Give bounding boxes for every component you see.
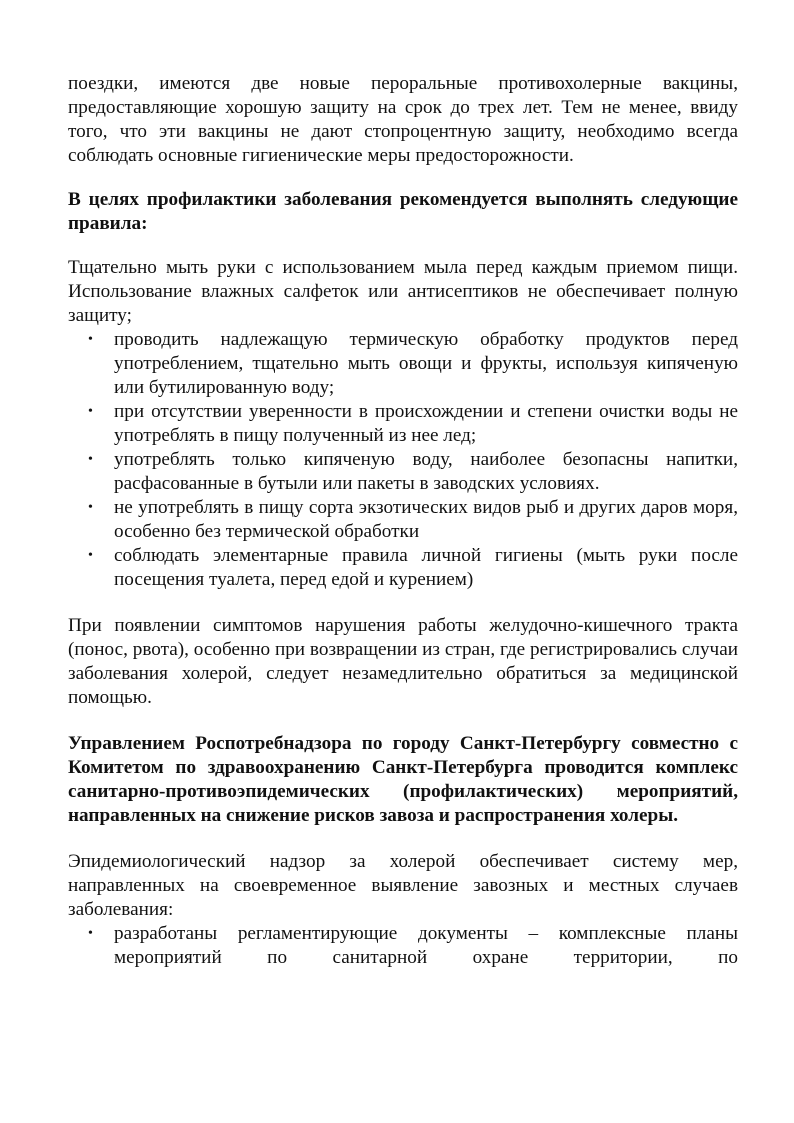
prevention-rules-list xyxy=(68,328,738,592)
list-item xyxy=(68,544,738,592)
list-item-text: соблюдать элементарные правила личной гигиены (мыть руки после посещения туалета, перед едой и курением) xyxy=(114,545,738,590)
list-item-text: не употреблять в пищу сорта экзотических видов рыб и других даров моря, особенно без термической обработки xyxy=(114,497,738,542)
list-item-text: употреблять только кипяченую воду, наиболее безопасны напитки, расфасованные в бутыли или пакеты в заводских условиях. xyxy=(114,449,738,494)
list-item-text: проводить надлежащую термическую обработку продуктов перед употреблением, тщательно мыть овощи и фрукты, используя кипяченую или бутилированную воду; xyxy=(114,329,738,398)
bullet-icon: • xyxy=(88,404,93,419)
list-item xyxy=(68,922,738,970)
heading-rospotrebnadzor-measures: Управлением Роспотребнадзора по городу Санкт-Петербургу совместно с Комитетом по здравоохранению Санкт-Петербурга проводится комплекс санитарно-противоэпидемических (профилактических) мероприятий, направленных на снижение рисков завоза и распространения холеры. xyxy=(68,733,738,826)
list-item xyxy=(68,496,738,544)
bullet-icon: • xyxy=(88,332,93,347)
list-item xyxy=(68,328,738,400)
paragraph-symptoms: При появлении симптомов нарушения работы желудочно-кишечного тракта (понос, рвота), особенно при возвращении из стран, где регистрировались случаи заболевания холерой, следует незамедлительно обратиться за медицинской помощью. xyxy=(68,615,738,708)
bullet-icon: • xyxy=(88,548,93,563)
list-item xyxy=(68,400,738,448)
surveillance-measures-list xyxy=(68,922,738,970)
list-item xyxy=(68,448,738,496)
bullet-icon: • xyxy=(88,926,93,941)
paragraph-hand-washing: Тщательно мыть руки с использованием мыла перед каждым приемом пищи. Использование влажных салфеток или антисептиков не обеспечивает полную защиту; xyxy=(68,257,738,326)
list-item-text: при отсутствии уверенности в происхождении и степени очистки воды не употреблять в пищу полученный из нее лед; xyxy=(114,401,738,446)
paragraph-surveillance: Эпидемиологический надзор за холерой обеспечивает систему мер, направленных на своевременное выявление завозных и местных случаев заболевания: xyxy=(68,851,738,920)
heading-prevention-rules: В целях профилактики заболевания рекомендуется выполнять следующие правила: xyxy=(68,189,738,234)
list-item-text: разработаны регламентирующие документы – комплексные планы мероприятий по санитарной охране территории, по xyxy=(114,923,738,968)
bullet-icon: • xyxy=(88,452,93,467)
paragraph-vaccines: поездки, имеются две новые пероральные противохолерные вакцины, предоставляющие хорошую защиту на срок до трех лет. Тем не менее, ввиду того, что эти вакцины не дают стопроцентную защиту, необходимо всегда соблюдать основные гигиенические меры предосторожности. xyxy=(68,73,738,166)
bullet-icon: • xyxy=(88,500,93,515)
document-page xyxy=(68,72,738,970)
